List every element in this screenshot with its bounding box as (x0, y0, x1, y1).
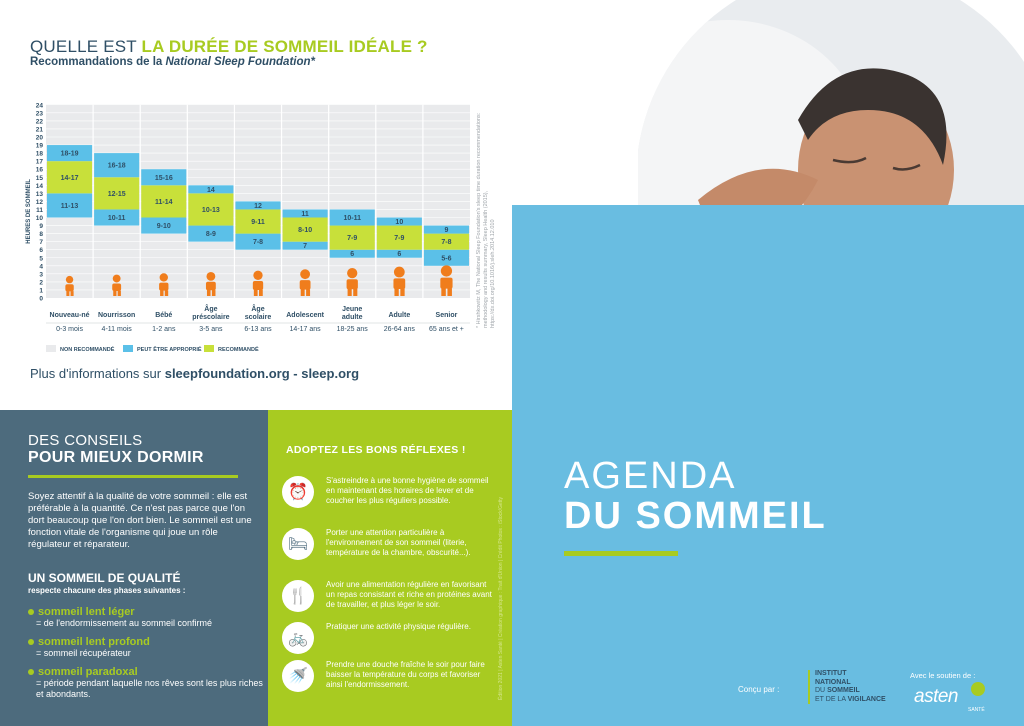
tips-underline (28, 475, 238, 478)
reflex-text: Avoir une alimentation régulière en favorisant un repas consistant et riche en protéines avant de travailler, et plus léger le soir. (326, 580, 492, 609)
reflexes-panel (268, 410, 512, 726)
person-icon-leg (348, 289, 352, 296)
reflexes-title: ADOPTEZ LES BONS RÉFLEXES ! (286, 444, 466, 456)
phase-name: sommeil paradoxal (38, 666, 138, 678)
bar-label-recommended: 11-14 (155, 198, 173, 206)
person-icon-leg (212, 290, 216, 296)
person-icon-body (112, 283, 121, 291)
person-icon-body (159, 283, 168, 291)
tips-title: DES CONSEILS (28, 432, 143, 449)
category-age: 6-13 ans (244, 326, 272, 333)
bar-label-low: 11-13 (60, 202, 79, 210)
person-icon-body (253, 281, 263, 290)
cover-title: AGENDA (564, 455, 737, 497)
person-icon-body (440, 278, 452, 289)
y-axis-label: HEURES DE SOMMEIL (26, 179, 32, 244)
person-icon-leg (306, 289, 310, 296)
person-icon-leg (400, 289, 404, 296)
tips-title-bold: POUR MIEUX DORMIR (28, 449, 204, 466)
person-icon-body (393, 278, 405, 289)
reflex-text: Pratiquer une activité physique régulière. (326, 622, 471, 631)
person-icon-head (66, 276, 73, 283)
legend-label: NON RECOMMANDÉ (60, 347, 115, 353)
y-tick-label: 23 (35, 110, 43, 118)
reflex-text: S'astreindre à une bonne hygiène de sommeil en maintenant des horaires de lever et de coucher les plus réguliers possible. (326, 476, 489, 505)
asten-logo-mark (971, 682, 985, 696)
reflex-item (282, 476, 492, 520)
photo-credit: Édition 2021 | Asten Santé | Création graphique : Trait d'Union | Crédit Photos : iStock/Getty (498, 496, 504, 700)
bullet-icon (28, 669, 34, 675)
person-icon-body (300, 280, 311, 290)
category-name: Adulte (388, 312, 411, 319)
cover-underline (564, 551, 678, 556)
phase-name: sommeil lent profond (38, 636, 150, 648)
person-icon-leg (353, 289, 357, 296)
bar-label-high: 10 (395, 219, 404, 227)
person-icon-head (160, 273, 168, 281)
bar-label-low: 9-10 (156, 223, 171, 231)
support-label: Avec le soutien de : (910, 671, 976, 680)
legend-label: RECOMMANDÉ (218, 347, 259, 353)
person-icon-head (394, 267, 405, 278)
bar-label-recommended: 9-11 (251, 219, 265, 227)
person-icon-leg (118, 291, 121, 296)
chart-heading-highlight: LA DURÉE DE SOMMEIL IDÉALE ? (141, 37, 428, 56)
bar-label-high: 18-19 (60, 150, 79, 158)
y-tick-label: 13 (35, 190, 43, 198)
person-icon-leg (66, 291, 69, 296)
y-tick-label: 1 (39, 287, 43, 295)
legend-label: PEUT ÊTRE APPROPRIÉ (137, 347, 202, 353)
category-name: Nourrisson (97, 312, 136, 319)
bar-label-high: 16-18 (107, 162, 126, 170)
person-icon-head (441, 265, 452, 276)
bar-label-high: 11 (301, 210, 309, 218)
phase-item (28, 666, 264, 700)
person-icon-head (347, 268, 357, 278)
shower-icon: 🚿 (282, 660, 314, 692)
category-age: 18-25 ans (336, 326, 368, 333)
person-icon-leg (254, 290, 258, 296)
y-tick-label: 8 (39, 231, 43, 239)
category-name: Senior (435, 312, 458, 319)
person-icon-head (300, 269, 310, 279)
category-name: préscolaire (192, 314, 230, 321)
bedroom-icon: 🛏 (282, 528, 314, 560)
bar-label-recommended: 7-8 (441, 239, 452, 247)
bar-label-low: 10-11 (107, 215, 126, 222)
cover-title-bold: DU SOMMEIL (564, 495, 827, 537)
person-icon-leg (165, 290, 168, 296)
y-tick-label: 0 (39, 295, 43, 303)
category-name: Jeune (342, 306, 363, 313)
category-age: 1-2 ans (152, 326, 176, 333)
bar-label-low: 5-6 (441, 255, 452, 263)
person-icon-leg (259, 290, 263, 296)
reflex-text: Prendre une douche fraîche le soir pour faire baisser la température du corps et favoriser ainsi l'endormissement. (326, 660, 485, 689)
bar-label-recommended: 10-13 (201, 206, 220, 214)
asten-logo-sub: SANTÉ (968, 707, 985, 713)
legend-swatch (123, 345, 133, 352)
reflex-item (282, 580, 492, 624)
person-icon-leg (301, 289, 305, 296)
phase-description: = de l'endormissement au sommeil confirmé (36, 618, 213, 628)
y-tick-label: 20 (35, 134, 43, 142)
person-icon-head (253, 271, 262, 280)
y-tick-label: 7 (39, 239, 43, 247)
y-tick-label: 17 (35, 158, 43, 166)
category-name: Nouveau-né (49, 312, 90, 319)
person-icon-leg (113, 291, 116, 296)
bar-label-high: 10-11 (343, 215, 361, 222)
bar-label-recommended: 14-17 (60, 174, 79, 182)
cover-panel-top (512, 205, 1024, 410)
y-tick-label: 24 (35, 102, 43, 110)
y-tick-label: 22 (35, 118, 43, 126)
person-icon-head (113, 275, 121, 283)
y-tick-label: 15 (35, 174, 43, 182)
phase-description: = période pendant laquelle nos rêves sont les plus riches et abondants. (36, 678, 263, 699)
alarm-clock-icon: ⏰ (282, 476, 314, 508)
y-tick-label: 5 (39, 255, 43, 263)
y-tick-label: 16 (35, 166, 43, 174)
y-tick-label: 21 (35, 126, 43, 134)
reflex-item (282, 528, 492, 572)
legend-swatch (204, 345, 214, 352)
category-name: adulte (341, 314, 363, 321)
quality-title: UN SOMMEIL DE QUALITÉ (28, 571, 181, 585)
category-name: Âge (204, 306, 218, 313)
person-icon-leg (447, 288, 451, 296)
category-age: 0-3 mois (56, 326, 83, 333)
phase-name: sommeil lent léger (38, 606, 135, 618)
category-name: Adolescent (286, 312, 324, 319)
chart-heading: QUELLE EST LA DURÉE DE SOMMEIL IDÉALE ? (30, 37, 428, 56)
bar-label-recommended: 7-9 (347, 235, 358, 243)
category-age: 14-17 ans (289, 326, 321, 333)
source-note: * Hirshkowitz M, The National Sleep Foundation's sleep time duration recommendations: methodology and results summary, Sleep Health (2015), https://dx.doi.org/10.1016/j.sleh.2014.12.010 (476, 112, 496, 328)
person-icon-leg (394, 289, 398, 296)
y-tick-label: 10 (35, 215, 43, 222)
y-tick-label: 12 (35, 198, 43, 206)
category-name: Bébé (155, 312, 173, 319)
category-name: Âge (251, 306, 265, 313)
cover-panel (512, 410, 1024, 726)
more-info-link[interactable]: sleepfoundation.org - sleep.org (164, 366, 360, 381)
y-tick-label: 14 (35, 182, 43, 190)
cycling-icon: 🚲 (282, 622, 314, 654)
bullet-icon (28, 609, 34, 615)
bar-label-low: 7-8 (252, 239, 264, 247)
reflex-item (282, 622, 492, 658)
sleep-duration-chart (0, 95, 480, 365)
phase-description: = sommeil récupérateur (36, 648, 131, 658)
person-icon-body (206, 282, 216, 291)
more-info: Plus d'informations sur sleepfoundation.org - sleep.org (30, 366, 360, 381)
meal-icon: 🍴 (282, 580, 314, 612)
person-icon-body (347, 279, 358, 289)
tips-panel (0, 410, 268, 726)
phase-item (28, 636, 264, 659)
asten-logo: asten (914, 686, 958, 707)
bar-label-low: 6 (350, 251, 355, 259)
chart-subheading: Recommandations de la National Sleep Foundation* (30, 56, 315, 68)
phase-item (28, 606, 264, 629)
category-age: 3-5 ans (199, 326, 223, 333)
bullet-icon (28, 639, 34, 645)
person-icon-leg (71, 291, 74, 296)
y-tick-label: 18 (35, 150, 43, 158)
reflex-item (282, 660, 492, 704)
person-icon-leg (160, 290, 163, 296)
y-tick-label: 2 (39, 279, 43, 287)
legend-swatch (46, 345, 56, 352)
reflex-text: Porter une attention particulière à l'environnement de son sommeil (literie, température de la chambre, obscurité...). (326, 528, 471, 557)
category-age: 26-64 ans (383, 326, 415, 333)
person-icon-leg (441, 288, 445, 296)
bar-label-recommended: 8-10 (298, 227, 313, 235)
bar-label-low: 7 (303, 243, 308, 251)
foundation-name: National Sleep Foundation* (165, 56, 315, 68)
y-tick-label: 19 (35, 142, 43, 150)
bar-label-high: 9 (444, 227, 449, 235)
person-icon-body (65, 284, 73, 291)
bar-label-high: 15-16 (154, 174, 173, 182)
person-icon-head (206, 272, 215, 281)
person-icon-leg (207, 290, 211, 296)
sleep-phases-list (28, 606, 264, 707)
quality-subtitle: respecte chacune des phases suivantes : (28, 586, 186, 595)
bar-label-recommended: 7-9 (394, 235, 405, 243)
bar-label-recommended: 12-15 (107, 190, 126, 198)
bar-label-low: 6 (397, 251, 402, 259)
y-tick-label: 6 (39, 247, 43, 255)
y-tick-label: 11 (36, 206, 43, 214)
category-age: 4-11 mois (101, 326, 132, 333)
bar-label-high: 12 (254, 202, 262, 210)
designed-by-label: Conçu par : (738, 685, 780, 694)
tips-body: Soyez attentif à la qualité de votre sommeil : elle est préférable à la quantité. Ce n'est pas parce que l'on dort beaucoup que l'on dort bien. Le sommeil est une fonction vitale de l'organisme qui joue un rôle régulateur et réparateur. (28, 491, 252, 550)
institute-logo: INSTITUT NATIONAL DU SOMMEIL ET DE LA VIGILANCE (808, 670, 886, 704)
y-tick-label: 9 (39, 223, 43, 231)
bar-label-low: 8-9 (205, 231, 216, 239)
bar-label-high: 14 (206, 186, 215, 194)
category-age: 65 ans et + (429, 326, 464, 333)
y-tick-label: 4 (39, 263, 43, 271)
category-name: scolaire (244, 314, 272, 321)
y-tick-label: 3 (39, 271, 43, 279)
